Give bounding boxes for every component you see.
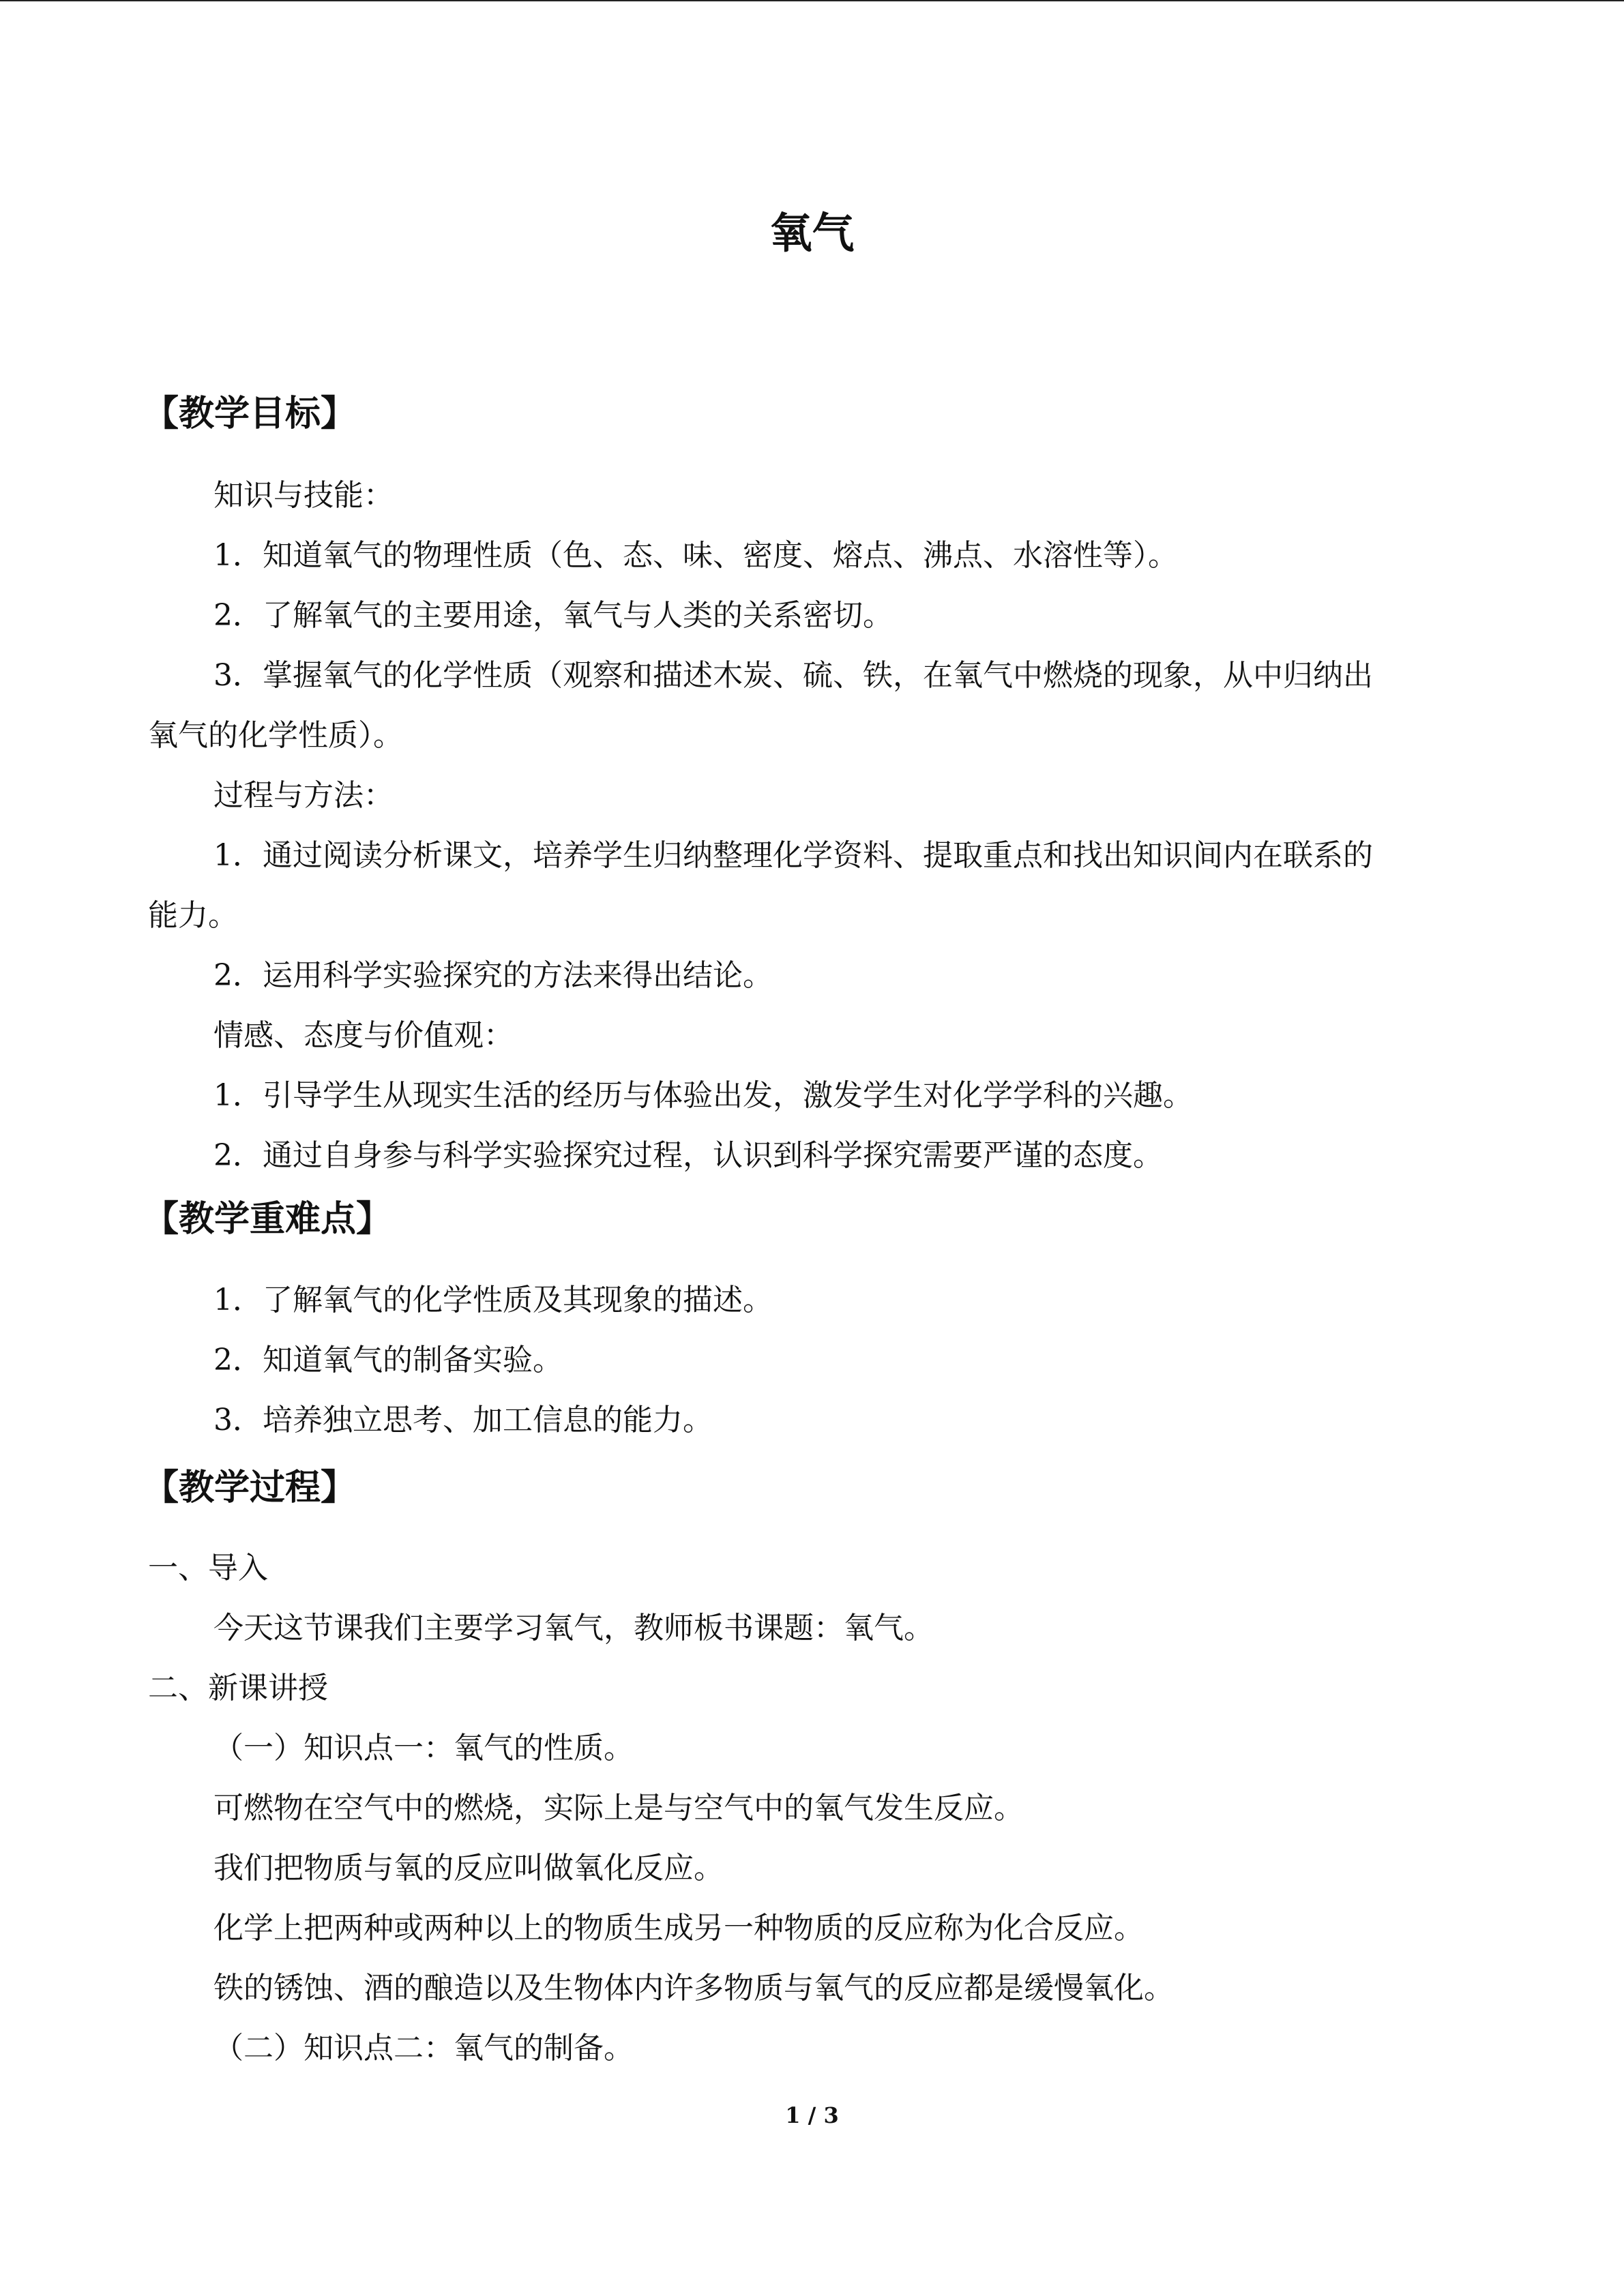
emotion-item-1: 1．引导学生从现实生活的经历与体验出发，激发学生对化学学科的兴趣。 <box>213 1078 1193 1113</box>
knowledge-item-1: 1．知道氧气的物理性质（色、态、味、密度、熔点、沸点、水溶性等）。 <box>213 538 1178 573</box>
knowledge-item-2: 2．了解氧气的主要用途，氧气与人类的关系密切。 <box>213 598 893 633</box>
process-method-label: 过程与方法： <box>213 778 394 813</box>
process-method-item-1-cont: 能力。 <box>148 898 238 933</box>
knowledge-item-3: 3．掌握氧气的化学性质（观察和描述木炭、硫、铁，在氧气中燃烧的现象，从中归纳出 <box>213 658 1373 693</box>
emotion-label: 情感、态度与价值观： <box>213 1018 514 1053</box>
intro-label: 一、导入 <box>148 1551 268 1585</box>
knowledge-item-3-cont: 氧气的化学性质）。 <box>148 718 403 753</box>
point1-line-1: 可燃物在空气中的燃烧，实际上是与空气中的氧气发生反应。 <box>213 1791 1024 1825</box>
point1-line-2: 我们把物质与氧的反应叫做氧化反应。 <box>213 1851 724 1885</box>
section-heading-keypoints: 【教学重难点】 <box>143 1199 392 1240</box>
intro-text: 今天这节课我们主要学习氧气，教师板书课题：氧气。 <box>213 1611 934 1645</box>
keypoint-item-2: 2．知道氧气的制备实验。 <box>213 1343 563 1377</box>
process-method-item-2: 2．运用科学实验探究的方法来得出结论。 <box>213 958 773 993</box>
emotion-item-2: 2．通过自身参与科学实验探究过程，认识到科学探究需要严谨的态度。 <box>213 1138 1163 1173</box>
page-title: 氧气 <box>769 208 855 258</box>
point1-line-4: 铁的锈蚀、酒的酿造以及生物体内许多物质与氧气的反应都是缓慢氧化。 <box>213 1971 1174 2006</box>
point1-label: （一）知识点一：氧气的性质。 <box>213 1731 634 1765</box>
process-method-item-1: 1．通过阅读分析课文，培养学生归纳整理化学资料、提取重点和找出知识间内在联系的 <box>213 838 1373 873</box>
keypoint-item-3: 3．培养独立思考、加工信息的能力。 <box>213 1403 713 1437</box>
knowledge-label: 知识与技能： <box>213 478 394 513</box>
section-heading-goals: 【教学目标】 <box>143 393 357 434</box>
point1-line-3: 化学上把两种或两种以上的物质生成另一种物质的反应称为化合反应。 <box>213 1911 1144 1945</box>
page-number: 1 / 3 <box>785 2102 839 2128</box>
section-heading-process: 【教学过程】 <box>143 1467 357 1508</box>
point2-label: （二）知识点二：氧气的制备。 <box>213 2031 634 2066</box>
new-lesson-label: 二、新课讲授 <box>148 1671 328 1705</box>
keypoint-item-1: 1．了解氧气的化学性质及其现象的描述。 <box>213 1283 773 1317</box>
